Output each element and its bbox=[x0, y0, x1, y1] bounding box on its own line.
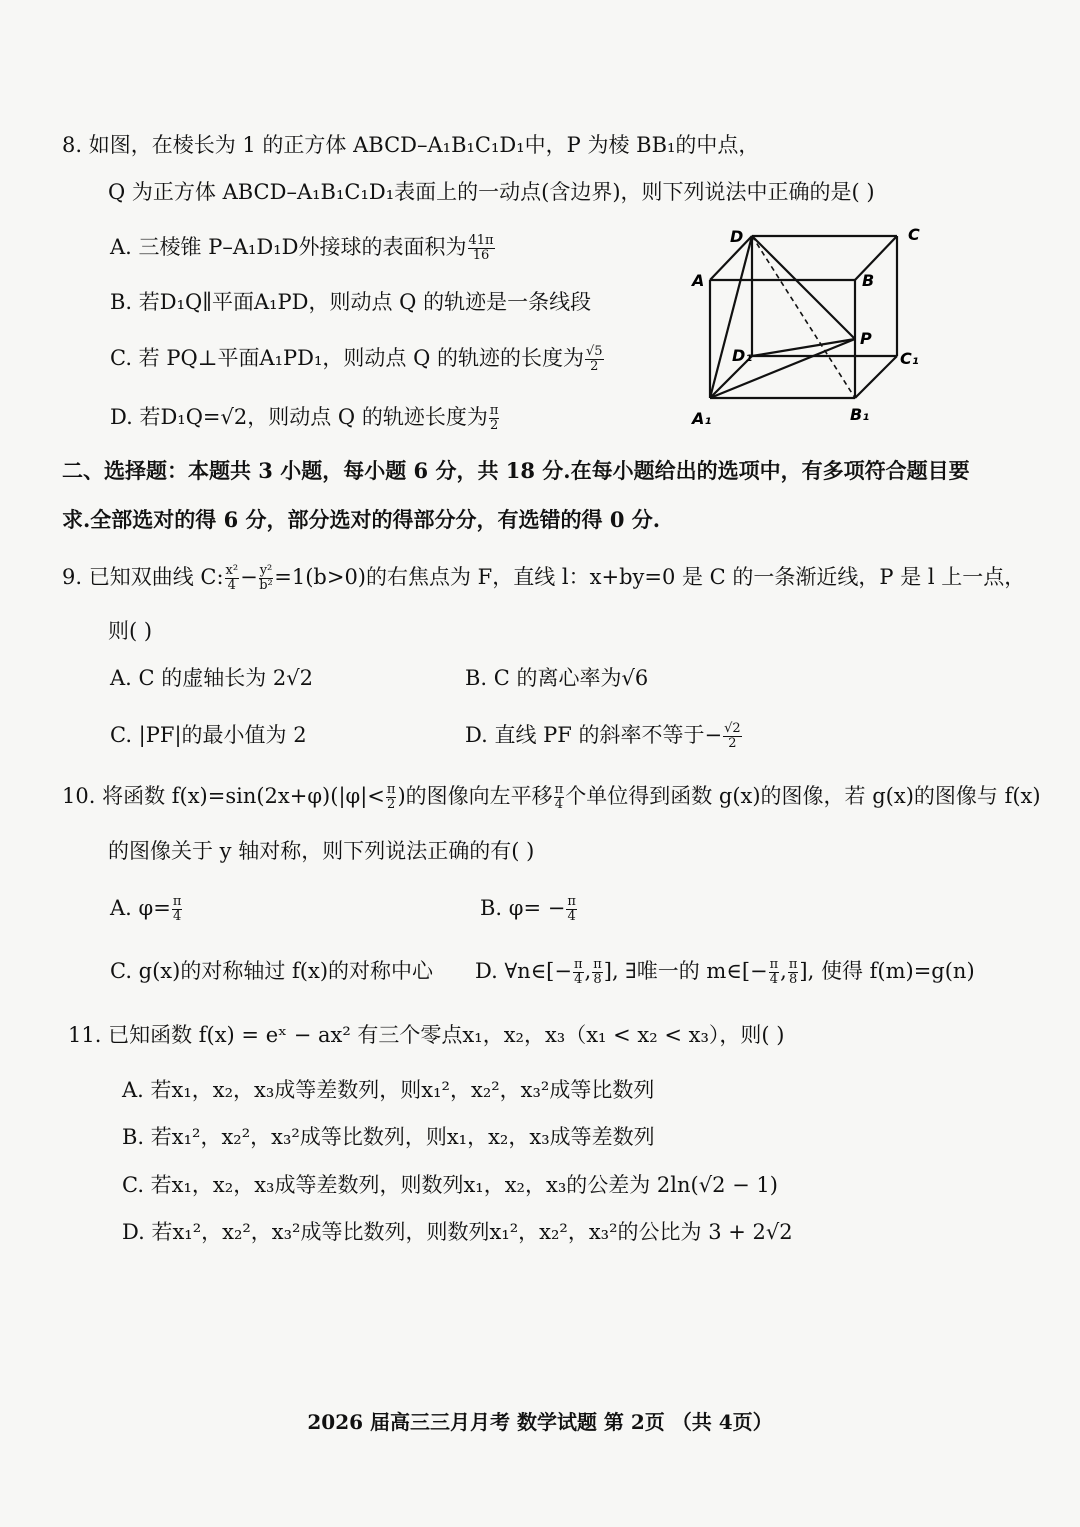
section2-instructions-line2: 求.全部选对的得 6 分，部分选对的得部分分，有选错的得 0 分. bbox=[62, 507, 661, 532]
fraction: $\frac{\pi}{2}$ bbox=[489, 403, 499, 433]
q10-stem-line2: 的图像关于 y 轴对称，则下列说法正确的有( ) bbox=[108, 839, 535, 863]
edge-B1C1 bbox=[855, 356, 897, 398]
q9-option-d: D. 直线 PF 的斜率不等于− $\frac{√2}{2}$ bbox=[465, 721, 741, 751]
cube-figure bbox=[680, 218, 940, 433]
segment-A1D bbox=[710, 236, 752, 398]
fraction: $\frac{\pi}{4}$ bbox=[554, 782, 564, 812]
label-A1: A₁ bbox=[692, 409, 712, 428]
q8-option-a: A. 三棱锥 P–A₁D₁D外接球的表面积为 $\frac{41\pi}{16}$ bbox=[110, 233, 494, 263]
fraction: $\frac{\pi}{4}$ bbox=[573, 957, 583, 987]
q9-stem-line1: 9. 已知双曲线 C: $\frac{\text{x²}}{4}$ − $\frac{\text{y²}}{\text{b²}}$ =1(b>0)的右焦点为 F，直线 l：x+by=0 是 C 的一条渐近线，P 是 l 上一点， bbox=[62, 563, 1026, 593]
q10-option-d: D. ∀n∈[− $\frac{\pi}{4}$ , $\frac{\pi}{8}$ ], ∃唯一的 m∈[− $\frac{\pi}{4}$ , $\frac{\pi}{8}$ ], 使得 f(m)=g(n) bbox=[475, 957, 975, 987]
segment-DP bbox=[752, 236, 855, 339]
fraction: $\frac{\pi}{4}$ bbox=[769, 957, 779, 987]
q8-stem-line2: Q 为正方体 ABCD–A₁B₁C₁D₁表面上的一动点(含边界)，则下列说法中正确的是( ) bbox=[108, 180, 875, 204]
q11-option-a: A. 若x₁，x₂，x₃成等差数列，则x₁²，x₂²，x₃²成等比数列 bbox=[122, 1078, 655, 1102]
q11-option-c: C. 若x₁，x₂，x₃成等差数列，则数列x₁，x₂，x₃的公差为 2ln(√2 − 1) bbox=[122, 1173, 778, 1197]
fraction: $\frac{41\pi}{16}$ bbox=[468, 233, 494, 263]
q9-option-a: A. C 的虚轴长为 2√2 bbox=[110, 666, 314, 690]
q8-stem-line1: 8. 如图，在棱长为 1 的正方体 ABCD–A₁B₁C₁D₁中，P 为棱 BB₁的中点， bbox=[62, 133, 760, 157]
q8-option-b: B. 若D₁Q∥平面A₁PD，则动点 Q 的轨迹是一条线段 bbox=[110, 290, 592, 314]
label-P: P bbox=[860, 329, 872, 348]
q10-option-a: A. φ= $\frac{\pi}{4}$ bbox=[110, 894, 182, 924]
q8-option-d: D. 若D₁Q=√2，则动点 Q 的轨迹长度为 $\frac{\pi}{2}$ bbox=[110, 403, 499, 433]
section2-instructions-line1: 二、选择题：本题共 3 小题，每小题 6 分，共 18 分.在每小题给出的选项中，有多项符合题目要 bbox=[62, 458, 970, 483]
q11-option-b: B. 若x₁²，x₂²，x₃²成等比数列，则x₁，x₂，x₃成等差数列 bbox=[122, 1125, 655, 1149]
label-D: D bbox=[730, 227, 744, 246]
segment-D1P bbox=[752, 339, 855, 356]
fraction: $\frac{\pi}{4}$ bbox=[567, 894, 576, 924]
q9-stem-line2: 则( ) bbox=[108, 619, 153, 643]
q10-option-b: B. φ= − $\frac{\pi}{4}$ bbox=[480, 894, 576, 924]
label-B: B bbox=[862, 271, 875, 290]
fraction: $\frac{\pi}{4}$ bbox=[172, 894, 182, 924]
label-C: C bbox=[908, 225, 920, 244]
q11-option-d: D. 若x₁²，x₂²，x₃²成等比数列，则数列x₁²，x₂²，x₃²的公比为 3 + 2√2 bbox=[122, 1220, 793, 1244]
q9-option-c: C. |PF|的最小值为 2 bbox=[110, 723, 307, 747]
label-C1: C₁ bbox=[900, 349, 919, 368]
fraction: $\frac{\text{x²}}{4}$ bbox=[225, 563, 239, 593]
q8-option-c: C. 若 PQ⊥平面A₁PD₁，则动点 Q 的轨迹的长度为 $\frac{√5}{2}$ bbox=[110, 344, 603, 374]
fraction: $\frac{\pi}{8}$ bbox=[788, 957, 798, 987]
q10-option-c: C. g(x)的对称轴过 f(x)的对称中心 bbox=[110, 959, 434, 983]
q9-option-b: B. C 的离心率为√6 bbox=[465, 666, 649, 690]
page-footer: 2026 届高三三月月考 数学试题 第 2页 （共 4页） bbox=[307, 1410, 773, 1434]
q10-stem-line1: 10. 将函数 f(x)=sin(2x+φ)(|φ|< $\frac{\pi}{2}$ )的图像向左平移 $\frac{\pi}{4}$ 个单位得到函数 g(x)的图像，若 g(x)的图像与 f(x) bbox=[62, 782, 1041, 812]
label-B1: B₁ bbox=[850, 405, 870, 424]
fraction: $\frac{\pi}{8}$ bbox=[593, 957, 602, 987]
q11-stem: 11. 已知函数 f(x) = eˣ − ax² 有三个零点x₁，x₂，x₃（x₁ < x₂ < x₃），则( ) bbox=[68, 1023, 785, 1047]
fraction: $\frac{\pi}{2}$ bbox=[386, 782, 396, 812]
fraction: $\frac{√5}{2}$ bbox=[585, 344, 603, 374]
label-D1: D₁ bbox=[732, 346, 753, 365]
fraction: $\frac{√2}{2}$ bbox=[724, 721, 741, 751]
label-A: A bbox=[692, 271, 705, 290]
fraction: $\frac{\text{y²}}{\text{b²}}$ bbox=[259, 563, 273, 593]
